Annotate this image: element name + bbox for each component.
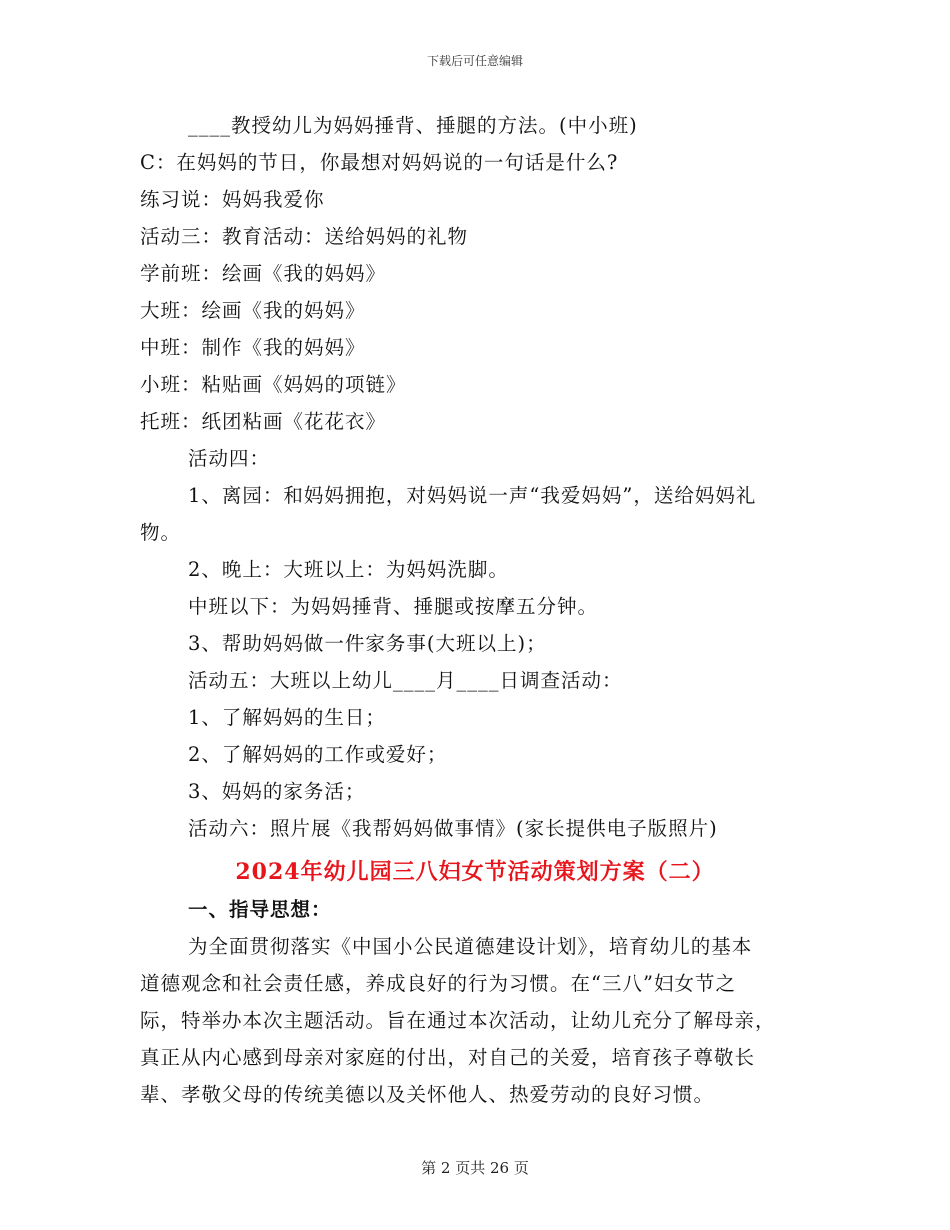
paragraph-line: 际，特举办本次主题活动。旨在通过本次活动，让幼儿充分了解母亲，	[140, 1009, 776, 1032]
text-line: 3、妈妈的家务活；	[188, 780, 366, 803]
text-line: 1、离园：和妈妈拥抱，对妈妈说一声“我爱妈妈”，送给妈妈礼	[188, 484, 757, 507]
text-line: 小班：粘贴画《妈妈的项链》	[140, 373, 407, 396]
paragraph-line: 辈、孝敬父母的传统美德以及关怀他人、热爱劳动的良好习惯。	[140, 1083, 715, 1106]
paragraph-line: 为全面贯彻落实《中国小公民道德建设计划》，培育幼儿的基本	[188, 935, 753, 958]
paragraph-line: 道德观念和社会责任感，养成良好的行为习惯。在“三八”妇女节之	[140, 972, 736, 995]
text-line: 中班以下：为妈妈捶背、捶腿或按摩五分钟。	[188, 595, 599, 618]
text-line: 练习说：妈妈我爱你	[140, 188, 325, 211]
text-line: 物。	[140, 521, 182, 544]
text-line: 3、帮助妈妈做一件家务事(大班以上)；	[188, 632, 547, 655]
text-line: 活动四：	[188, 447, 271, 470]
text-line: 2、了解妈妈的工作或爱好；	[188, 743, 448, 766]
text-line: 2、晚上：大班以上：为妈妈洗脚。	[188, 558, 509, 581]
text-line: 活动五：大班以上幼儿____月____日调查活动：	[188, 669, 623, 692]
text-line: 托班：纸团粘画《花花衣》	[140, 410, 387, 433]
text-line: 中班：制作《我的妈妈》	[140, 336, 366, 359]
text-line: 学前班：绘画《我的妈妈》	[140, 262, 387, 285]
page-header: 下载后可任意编辑	[426, 54, 523, 68]
text-line: 活动六：照片展《我帮妈妈做事情》(家长提供电子版照片)	[188, 817, 718, 840]
section-title: 2024年幼儿园三八妇女节活动策划方案（二）	[235, 859, 715, 885]
text-line: 活动三：教育活动：送给妈妈的礼物	[140, 225, 469, 248]
paragraph-line: 真正从内心感到母亲对家庭的付出，对自己的关爱，培育孩子尊敬长	[140, 1046, 756, 1069]
text-line: ____教授幼儿为妈妈捶背、捶腿的方法。(中小班)	[188, 114, 638, 137]
page-footer: 第 2 页共 26 页	[421, 1159, 529, 1177]
text-line: 大班：绘画《我的妈妈》	[140, 299, 366, 322]
text-line: 1、了解妈妈的生日；	[188, 706, 386, 729]
text-line: C：在妈妈的节日，你最想对妈妈说的一句话是什么?	[140, 151, 619, 174]
section-heading: 一、指导思想：	[188, 898, 332, 921]
